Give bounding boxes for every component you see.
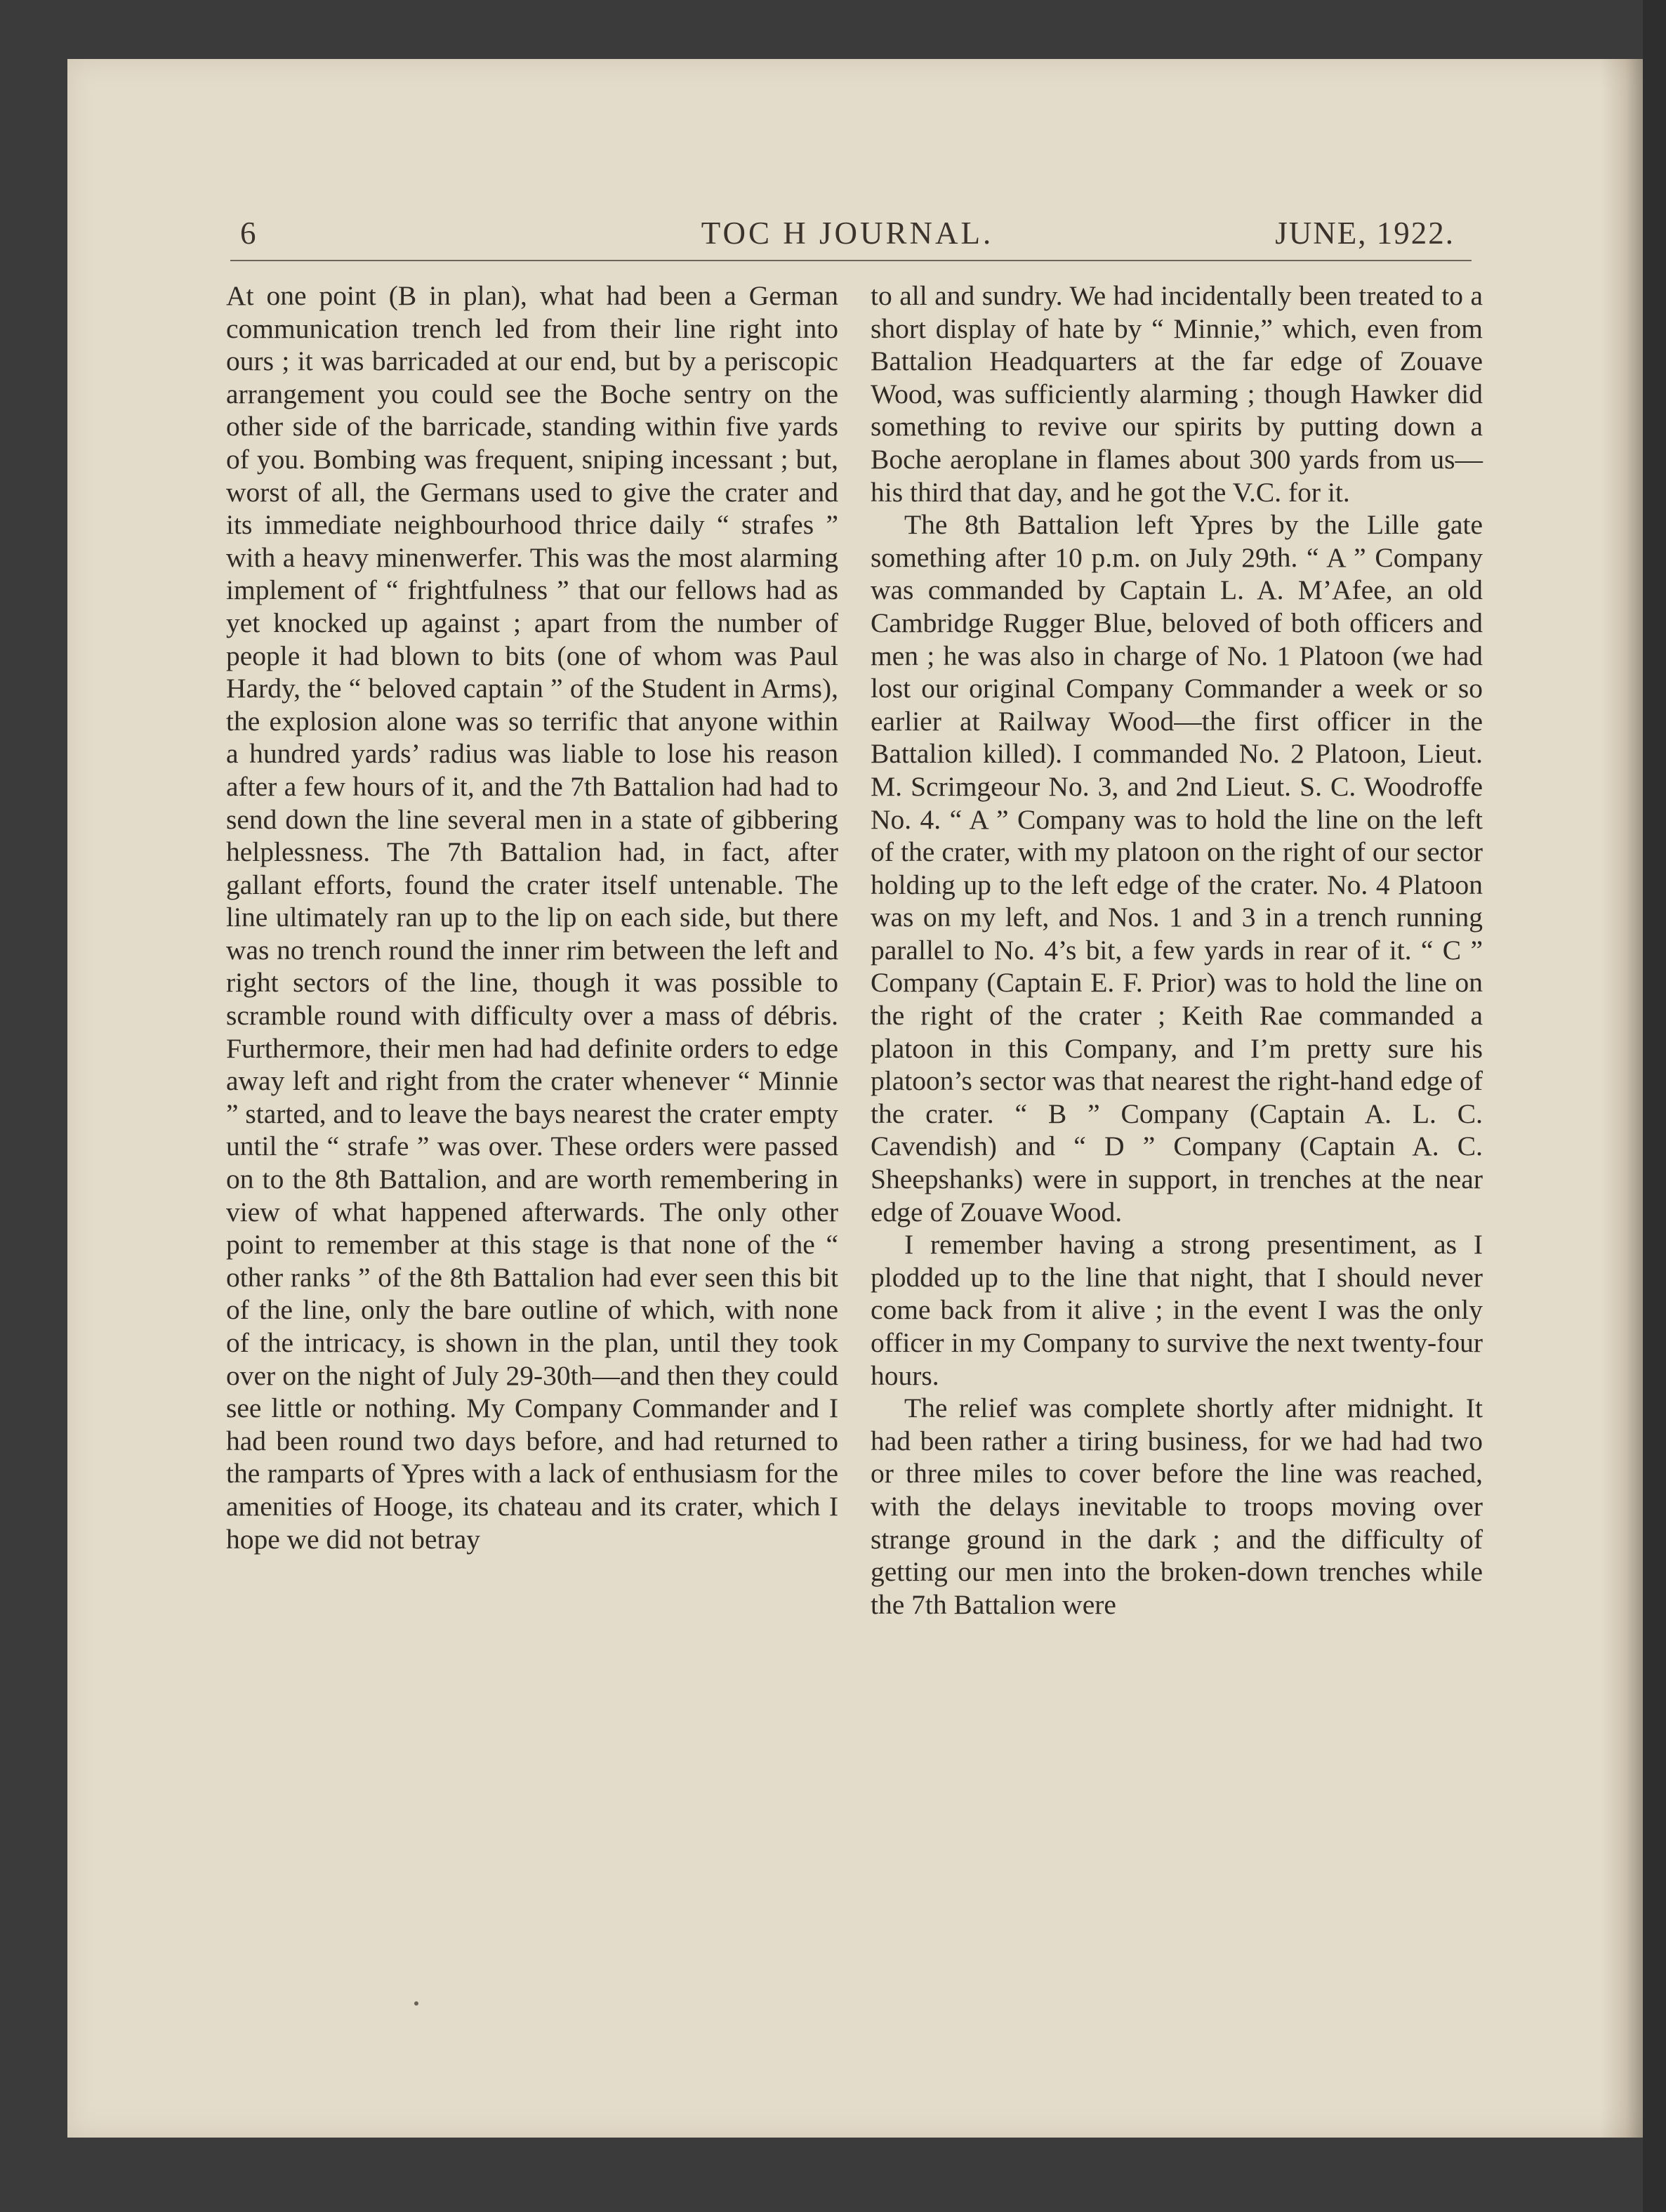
body-paragraph: I remember having a strong presentiment, as I plodded up to the line that night, that I should never come back from it alive ; in the event I was the only officer in my Company to survive the next twenty-four hours.: [871, 1229, 1483, 1391]
body-paragraph: The relief was complete shortly after midnight. It had been rather a tiring business, for we had had two or three miles to cover before the line was reached, with the delays inevitable to troops moving over strange ground in the dark ; and the difficulty of getting our men into the broken-down trenches while the 7th Battalion were: [871, 1393, 1483, 1620]
body-paragraph: At one point (B in plan), what had been a German communication trench led from their line right into ours ; it was barricaded at our end, but by a periscopic arrangement you could see the Boche sentry on the other side of the barricade, standing within five yards of you. Bombing was frequent, sniping incessant ; but, worst of all, the Germans used to give the crater and its immediate neighbourhood thrice daily “ strafes ” with a heavy minenwerfer. This was the most alarming implement of “ frightfulness ” that our fellows had as yet knocked up against ; apart from the number of people it had blown to bits (one of whom was Paul Hardy, the “ beloved captain ” of the Student in Arms), the explosion alone was so terrific that anyone within a hundred yards’ radius was liable to lose his reason after a few hours of it, and the 7th Battalion had had to send down the line several men in a state of gibbering helplessness. The 7th Battalion had, in fact, after gallant efforts, found the crater itself untenable. The line ultimately ran up to the lip on each side, but there was no trench round the inner rim between the left and right sectors of the line, though it was possible to scramble round with difficulty over a mass of débris. Furthermore, their men had had definite orders to edge away left and right from the crater whenever “ Minnie ” started, and to leave the bays nearest the crater empty until the “ strafe ” was over. These orders were passed on to the 8th Battalion, and are worth remembering in view of what happened afterwards. The only other point to remember at this stage is that none of the “ other ranks ” of the 8th Battalion had ever seen this bit of the line, only the bare outline of which, with none of the intricacy, is shown in the plan, until they took over on the night of July 29-30th—and then they could see little or nothing. My Company Commander and I had been round two days before, and had returned to the ramparts of Ypres with a lack of enthusiasm for the amenities of Hooge, its chateau and its crater, which I hope we did not betray: [226, 280, 838, 1555]
left-column: [226, 279, 838, 1951]
header-rule: [230, 260, 1472, 261]
right-column: [871, 279, 1483, 1951]
running-header: [240, 211, 1455, 256]
scan-edge: [1643, 0, 1666, 2212]
page-fold-shadow: [1601, 59, 1643, 2138]
body-paragraph: to all and sundry. We had incidentally been treated to a short display of hate by “ Minnie,” which, even from Battalion Headquarters at the far edge of Zouave Wood, was sufficiently alarming ; though Hawker did something to revive our spirits by putting down a Boche aeroplane in flames about 300 yards from us—his third that day, and he got the V.C. for it.: [871, 280, 1483, 508]
body-paragraph: The 8th Battalion left Ypres by the Lille gate something after 10 p.m. on July 29th. “ A ” Company was commanded by Captain L. A. M’Afee, an old Cambridge Rugger Blue, beloved of both officers and men ; he was also in charge of No. 1 Platoon (we had lost our original Company Commander a week or so earlier at Railway Wood—the first officer in the Battalion killed). I commanded No. 2 Platoon, Lieut. M. Scrimgeour No. 3, and 2nd Lieut. S. C. Woodroffe No. 4. “ A ” Company was to hold the line on the left of the crater, with my platoon on the right of our sector holding up to the left edge of the crater. No. 4 Platoon was on my left, and Nos. 1 and 3 in a trench running parallel to No. 4’s bit, a few yards in rear of it. “ C ” Company (Captain E. F. Prior) was to hold the line on the right of the crater ; Keith Rae commanded a platoon in this Company, and I’m pretty sure his platoon’s sector was that nearest the right-hand edge of the crater. “ B ” Company (Captain A. L. C. Cavendish) and “ D ” Company (Captain A. C. Sheepshanks) were in support, in trenches at the near edge of Zouave Wood.: [871, 509, 1483, 1227]
paper-speck: [414, 2001, 418, 2006]
page-number: 6: [240, 216, 258, 251]
issue-date: JUNE, 1922.: [1275, 216, 1455, 251]
journal-title: TOC H JOURNAL.: [701, 216, 994, 251]
